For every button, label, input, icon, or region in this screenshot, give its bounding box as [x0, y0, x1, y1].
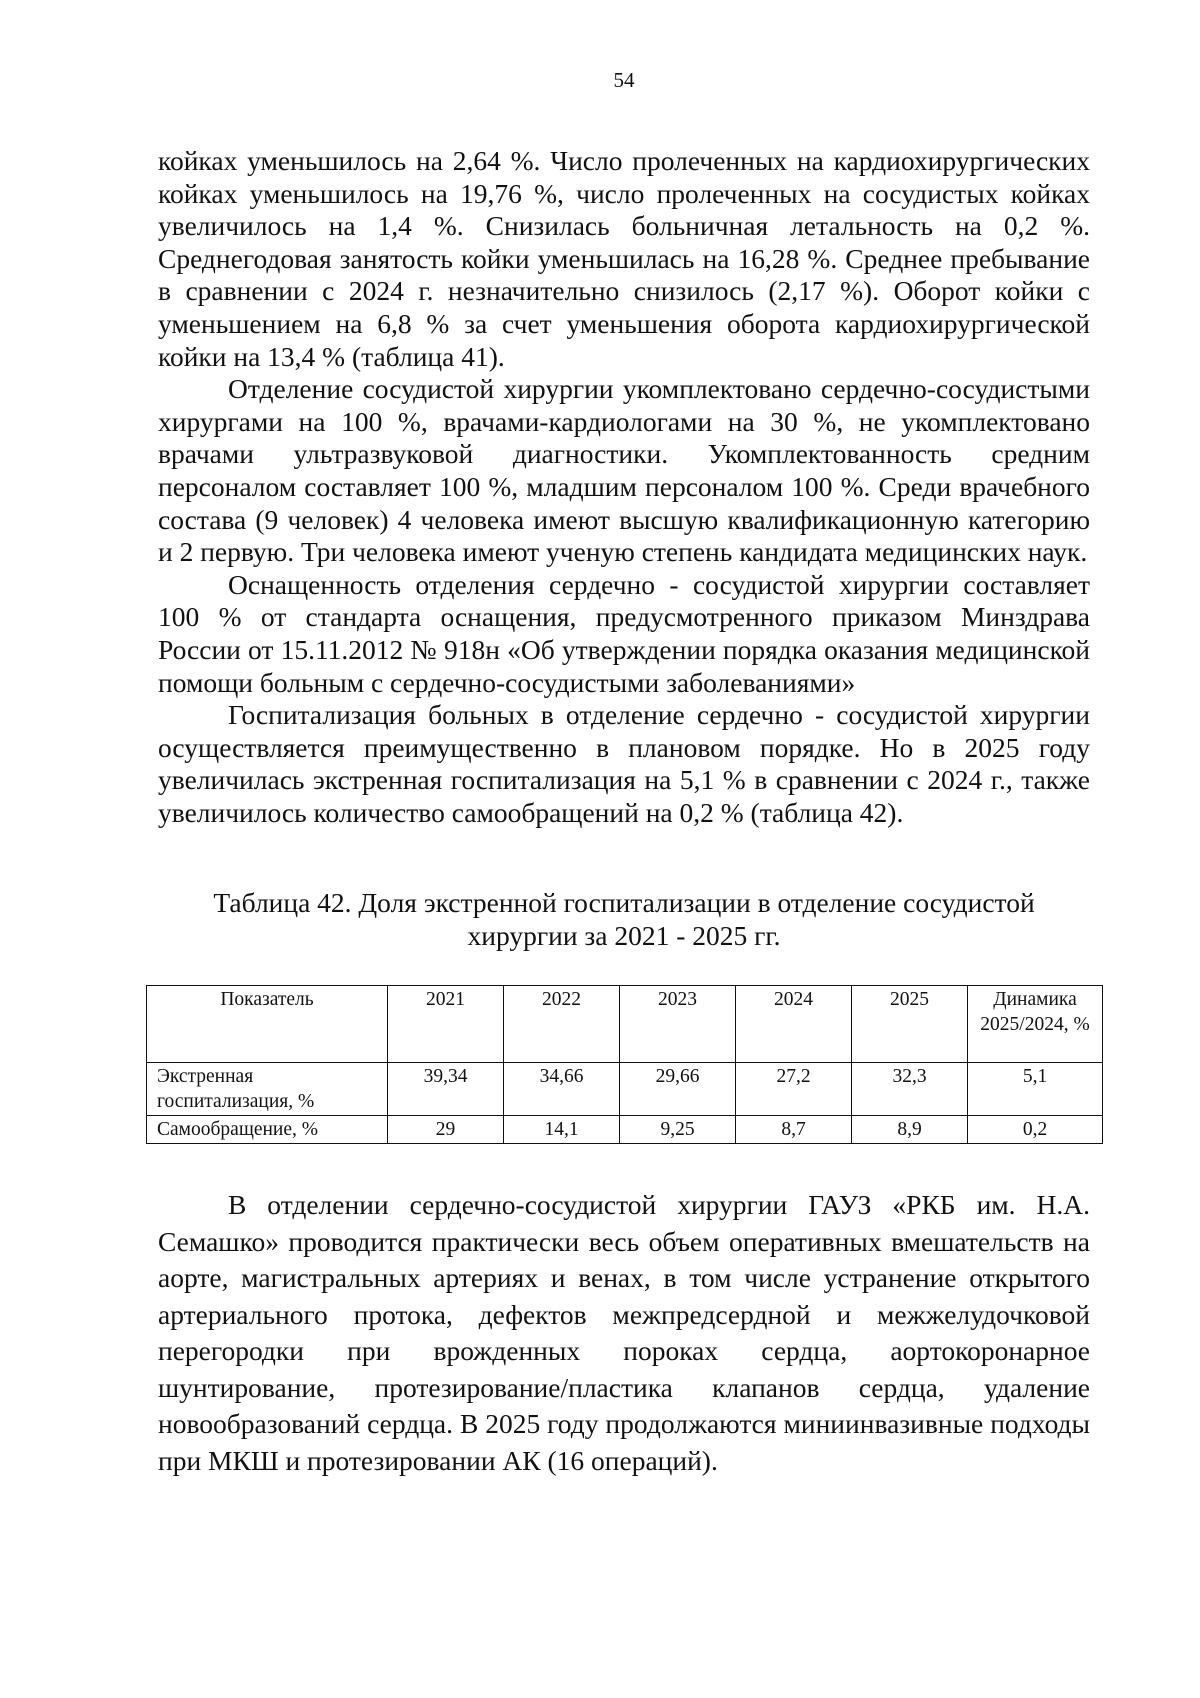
- table-row: [147, 1063, 1103, 1116]
- table-cell: 14,1: [504, 1116, 620, 1144]
- row-label-self-referral: Самообращение, %: [147, 1116, 388, 1144]
- table-cell: 8,7: [736, 1116, 852, 1144]
- body-text-top: [158, 145, 1090, 829]
- header-year-2022: 2022: [504, 986, 620, 1063]
- table-caption: [158, 886, 1090, 952]
- table-header-row: [147, 986, 1103, 1063]
- table-cell: 8,9: [852, 1116, 968, 1144]
- table-cell: 5,1: [968, 1063, 1103, 1116]
- table-row: [147, 1116, 1103, 1144]
- paragraph-bed-statistics: койках уменьшилось на 2,64 %. Число пролеченных на кардиохирургических койках уменьшилось на 19,76 %, число пролеченных на сосудистых койках увеличилось на 1,4 %. Снизилась больничная летальность на 0,2 %. Среднегодовая занятость койки уменьшилась на 16,28 %. Среднее пребывание в сравнении с 2024 г. незначительно снизилось (2,17 %). Оборот койки с уменьшением на 6,8 % за счет уменьшения оборота кардиохирургической койки на 13,4 % (таблица 41).: [158, 145, 1090, 372]
- body-text-bottom: [158, 1187, 1090, 1479]
- table-caption-line-1: Таблица 42. Доля экстренной госпитализации в отделение сосудистой: [213, 887, 1035, 918]
- row-label-emergency: Экстренная госпитализация, %: [147, 1063, 388, 1116]
- table-cell: 9,25: [620, 1116, 736, 1144]
- table-caption-line-2: хирургии за 2021 - 2025 гг.: [467, 920, 781, 951]
- paragraph-hospitalization: Госпитализация больных в отделение сердечно - сосудистой хирургии осуществляется преимущественно в плановом порядке. Но в 2025 году увеличилась экстренная госпитализация на 5,1 % в сравнении с 2024 г., также увеличилось количество самообращений на 0,2 % (таблица 42).: [158, 699, 1090, 828]
- table-cell: 39,34: [388, 1063, 504, 1116]
- emergency-hospitalization-table: [146, 985, 1103, 1144]
- page-number: 54: [613, 68, 635, 92]
- header-year-2021: 2021: [388, 986, 504, 1063]
- header-year-2025: 2025: [852, 986, 968, 1063]
- table-cell: 0,2: [968, 1116, 1103, 1144]
- paragraph-staffing: Отделение сосудистой хирургии укомплектовано сердечно-сосудистыми хирургами на 100 %, врачами-кардиологами на 30 %, не укомплектовано врачами ультразвуковой диагностики. Укомплектованность средним персоналом составляет 100 %, младшим персоналом 100 %. Среди врачебного состава (9 человек) 4 человека имеют высшую квалификационную категорию и 2 первую. Три человека имеют ученую степень кандидата медицинских наук.: [158, 373, 1090, 568]
- header-dynamics: Динамика 2025/2024, %: [968, 986, 1103, 1063]
- table-cell: 34,66: [504, 1063, 620, 1116]
- paragraph-surgery-scope: В отделении сердечно-сосудистой хирургии ГАУЗ «РКБ им. Н.А. Семашко» проводится практически весь объем оперативных вмешательств на аорте, магистральных артериях и венах, в том числе устранение открытого артериального протока, дефектов межпредсердной и межжелудочковой перегородки при врожденных пороках сердца, аортокоронарное шунтирование, протезирование/пластика клапанов сердца, удаление новообразований сердца. В 2025 году продолжаются миниинвазивные подходы при МКШ и протезировании АК (16 операций).: [158, 1189, 1090, 1476]
- table-cell: 29: [388, 1116, 504, 1144]
- table-cell: 29,66: [620, 1063, 736, 1116]
- table-cell: 27,2: [736, 1063, 852, 1116]
- header-year-2024: 2024: [736, 986, 852, 1063]
- header-indicator: Показатель: [147, 986, 388, 1063]
- paragraph-equipment: Оснащенность отделения сердечно - сосудистой хирургии составляет 100 % от стандарта оснащения, предусмотренного приказом Минздрава России от 15.11.2012 № 918н «Об утверждении порядка оказания медицинской помощи больным с сердечно-сосудистыми заболеваниями»: [158, 568, 1090, 698]
- header-year-2023: 2023: [620, 986, 736, 1063]
- table-cell: 32,3: [852, 1063, 968, 1116]
